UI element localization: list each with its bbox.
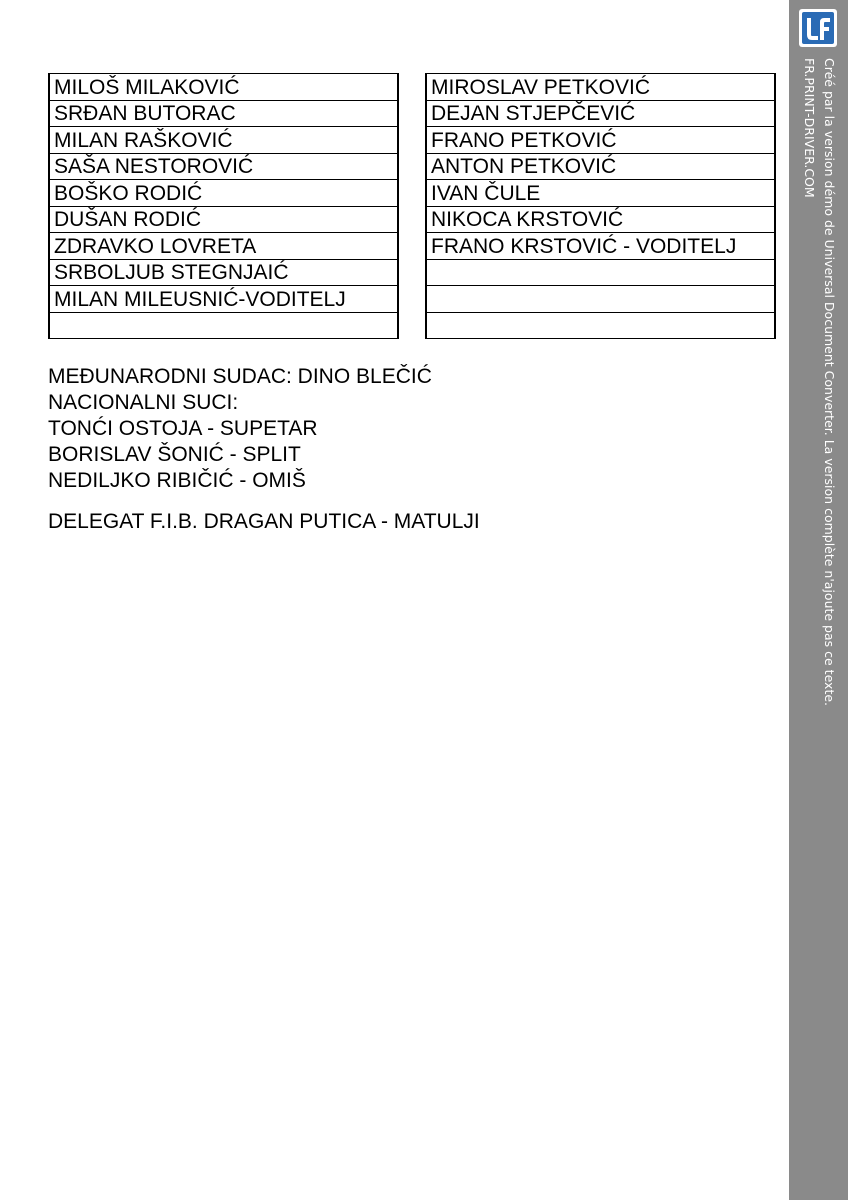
player-name: MILAN MILEUSNIĆ-VODITELJ: [49, 286, 398, 313]
table-row: [49, 206, 398, 233]
table-row: [426, 233, 775, 260]
player-name: BOŠKO RODIĆ: [49, 180, 398, 207]
player-name: MILAN RAŠKOVIĆ: [49, 127, 398, 154]
player-name: FRANO KRSTOVIĆ - VODITELJ: [426, 233, 775, 260]
player-name: DEJAN STJEPČEVIĆ: [426, 100, 775, 127]
watermark-url: FR.PRINT-DRIVER.COM: [802, 58, 817, 198]
player-name: ZDRAVKO LOVRETA: [49, 233, 398, 260]
table-row: [426, 259, 775, 286]
udc-logo-icon: [799, 9, 837, 47]
watermark-text: [799, 58, 839, 706]
table-row: [49, 153, 398, 180]
table-row: [49, 312, 398, 339]
table-row: [49, 100, 398, 127]
table-row: [426, 153, 775, 180]
officials-block: [48, 364, 432, 494]
national-judges-heading: NACIONALNI SUCI:: [48, 391, 239, 414]
delegate-line: DELEGAT F.I.B. DRAGAN PUTICA - MATULJI: [48, 510, 480, 533]
national-judge: TONĆI OSTOJA - SUPETAR: [48, 417, 318, 440]
player-name: NIKOCA KRSTOVIĆ: [426, 206, 775, 233]
player-name: MILOŠ MILAKOVIĆ: [49, 74, 398, 101]
national-judge: BORISLAV ŠONIĆ - SPLIT: [48, 443, 301, 466]
table-row: [426, 312, 775, 339]
player-name: [426, 259, 775, 286]
watermark-bar: [789, 0, 848, 1200]
table-row: [426, 206, 775, 233]
player-name: DUŠAN RODIĆ: [49, 206, 398, 233]
table-row: [49, 127, 398, 154]
player-name: IVAN ČULE: [426, 180, 775, 207]
player-name: FRANO PETKOVIĆ: [426, 127, 775, 154]
table-row: [426, 180, 775, 207]
player-name: [426, 312, 775, 339]
table-row: [49, 259, 398, 286]
table-row: [426, 127, 775, 154]
team-left-table: [48, 73, 399, 339]
player-name: MIROSLAV PETKOVIĆ: [426, 74, 775, 101]
national-judge: NEDILJKO RIBIČIĆ - OMIŠ: [48, 469, 306, 492]
table-row: [49, 180, 398, 207]
player-name: SAŠA NESTOROVIĆ: [49, 153, 398, 180]
international-judge: MEĐUNARODNI SUDAC: DINO BLEČIĆ: [48, 365, 432, 388]
table-row: [49, 74, 398, 101]
table-row: [426, 74, 775, 101]
player-name: SRĐAN BUTORAC: [49, 100, 398, 127]
player-name: SRBOLJUB STEGNJAIĆ: [49, 259, 398, 286]
table-row: [426, 286, 775, 313]
watermark-line: Créé par la version démo de Universal Document Converter. La version complète n'ajoute pas ce texte.: [822, 58, 837, 707]
player-name: [49, 312, 398, 339]
table-row: [49, 233, 398, 260]
table-row: [49, 286, 398, 313]
player-name: [426, 286, 775, 313]
player-name: ANTON PETKOVIĆ: [426, 153, 775, 180]
table-row: [426, 100, 775, 127]
team-right-table: [425, 73, 776, 339]
